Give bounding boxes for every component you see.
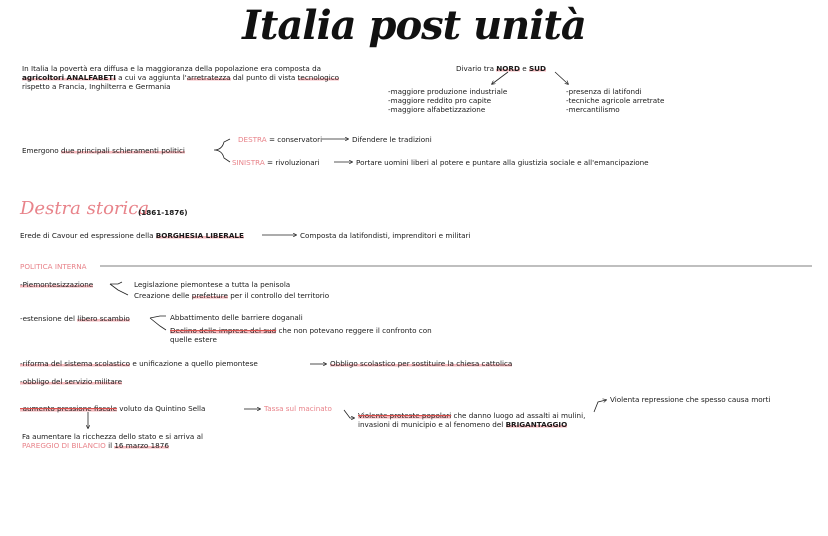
obbligo-scolastico: Obbligo scolastico per sostituire la chiesa cattolica [330,359,513,368]
intro-tecnologico: tecnologico [297,73,340,82]
politica-interna-label: POLITICA INTERNA [20,262,87,271]
scambio-item-3: quelle estere [170,335,217,344]
proteste-popolari: Violente proteste popolari [358,411,452,420]
scambio-line [20,314,130,323]
libero-scambio: libero scambio [77,314,130,323]
pareggio-text: il [105,441,115,450]
obbligo-militare: -obbligo del servizio militare [20,377,123,386]
piem-brace [110,282,128,295]
nord-item: -maggiore produzione industriale [388,87,508,96]
intro-agricoltori: agricoltori ANALFABETI [22,73,116,82]
proteste-line [358,411,585,420]
proteste-text: invasioni di municipio e al fenomeno del [358,420,506,429]
sinistra-line [232,158,320,167]
divario-sud: SUD [528,64,546,73]
piem-text: per il controllo del territorio [227,291,330,300]
sud-item: -mercantilismo [566,105,620,114]
declino-imprese: Declino delle imprese del sud [170,326,277,335]
piemontesizzazione [20,280,93,289]
riforma-line [20,359,258,368]
piem-item-1: Legislazione piemontese a tutta la penisola [134,280,291,289]
destra-goal: Difendere le tradizioni [352,135,432,144]
militare-line [20,377,122,386]
schieramenti-lead-text: Emergono [22,146,61,155]
page-title: Italia post unità [242,2,586,49]
nord-item: -maggiore alfabetizzazione [388,105,486,114]
scambio-text: -estensione del [20,314,78,323]
divario-arrow-sud [555,72,568,84]
piem-label: -Piemontesizzazione [20,280,94,289]
repressione-arrow [594,400,606,412]
erede-line [20,231,244,240]
scambio-item-2 [170,326,432,335]
destra-storica-years: (1861-1876) [138,208,188,217]
intro-line-2 [22,73,339,82]
macinato-arrow [344,410,354,418]
intro-line-1: In Italia la povertà era diffusa e la maggioranza della popolazione era composta da [22,64,322,73]
repressione: Violenta repressione che spesso causa morti [610,395,771,404]
brigantaggio: BRIGANTAGGIO [505,420,568,429]
borghesia-liberale: BORGHESIA LIBERALE [155,231,244,240]
destra-storica-heading: Destra storica [20,198,150,219]
scambio-text: che non potevano reggere il confronto con [276,326,432,335]
riforma-result [330,359,512,368]
pressione-fiscale: -aumento pressione fiscale [20,404,118,413]
pareggio-line [22,441,169,450]
divario-title [456,64,546,73]
sinistra-rest: = rivoluzionari [264,158,320,167]
divario-label: Divario tra [456,64,497,73]
destra-label: DESTRA [238,135,267,144]
sinistra-goal: Portare uomini liberi al potere e puntare alla giustizia sociale e all'emancipazione [356,158,649,167]
intro-arretratezza: arretratezza [186,73,231,82]
prefetture: prefetture [191,291,228,300]
fiscale-text: voluto da Quintino Sella [117,404,206,413]
proteste-text: che danno luogo ad assalti ai mulini, [451,411,586,420]
schieramenti-brace [214,139,230,162]
sud-item: -tecniche agricole arretrate [566,96,665,105]
riforma-text: e unificazione a quello piemontese [130,359,258,368]
sinistra-label: SINISTRA [232,158,265,167]
destra-line [238,135,322,144]
divario-nord: NORD [496,64,520,73]
riforma-scolastico: -riforma del sistema scolastico [20,359,131,368]
schieramenti-highlight: due principali schieramenti politici [61,146,185,155]
pareggio-bilancio: PAREGGIO DI BILANCIO [22,441,106,450]
divario-and: e [519,64,529,73]
intro-line-3: rispetto a Francia, Inghilterra e Germania [22,82,171,91]
piem-text: Creazione delle [134,291,192,300]
intro-text: a cui va aggiunta l' [115,73,187,82]
sud-item: -presenza di latifondi [566,87,642,96]
pareggio-date: 16 marzo 1876 [114,441,169,450]
nord-item: -maggiore reddito pro capite [388,96,492,105]
composta-line: Composta da latifondisti, imprenditori e militari [300,231,471,240]
erede-text: Erede di Cavour ed espressione della [20,231,156,240]
intro-text: dal punto di vista [230,73,298,82]
tassa-macinato: Tassa sul macinato [264,404,332,413]
proteste-line-2 [358,420,567,429]
scambio-item-1: Abbattimento delle barriere doganali [170,313,303,322]
fiscale-line [20,404,205,413]
ricchezza-line: Fa aumentare la ricchezza dello stato e si arriva al [22,432,203,441]
scambio-brace [150,316,166,330]
divario-arrow-nord [492,72,508,84]
schieramenti-lead [22,146,185,155]
piem-item-2 [134,291,329,300]
destra-rest: = conservatori [266,135,323,144]
